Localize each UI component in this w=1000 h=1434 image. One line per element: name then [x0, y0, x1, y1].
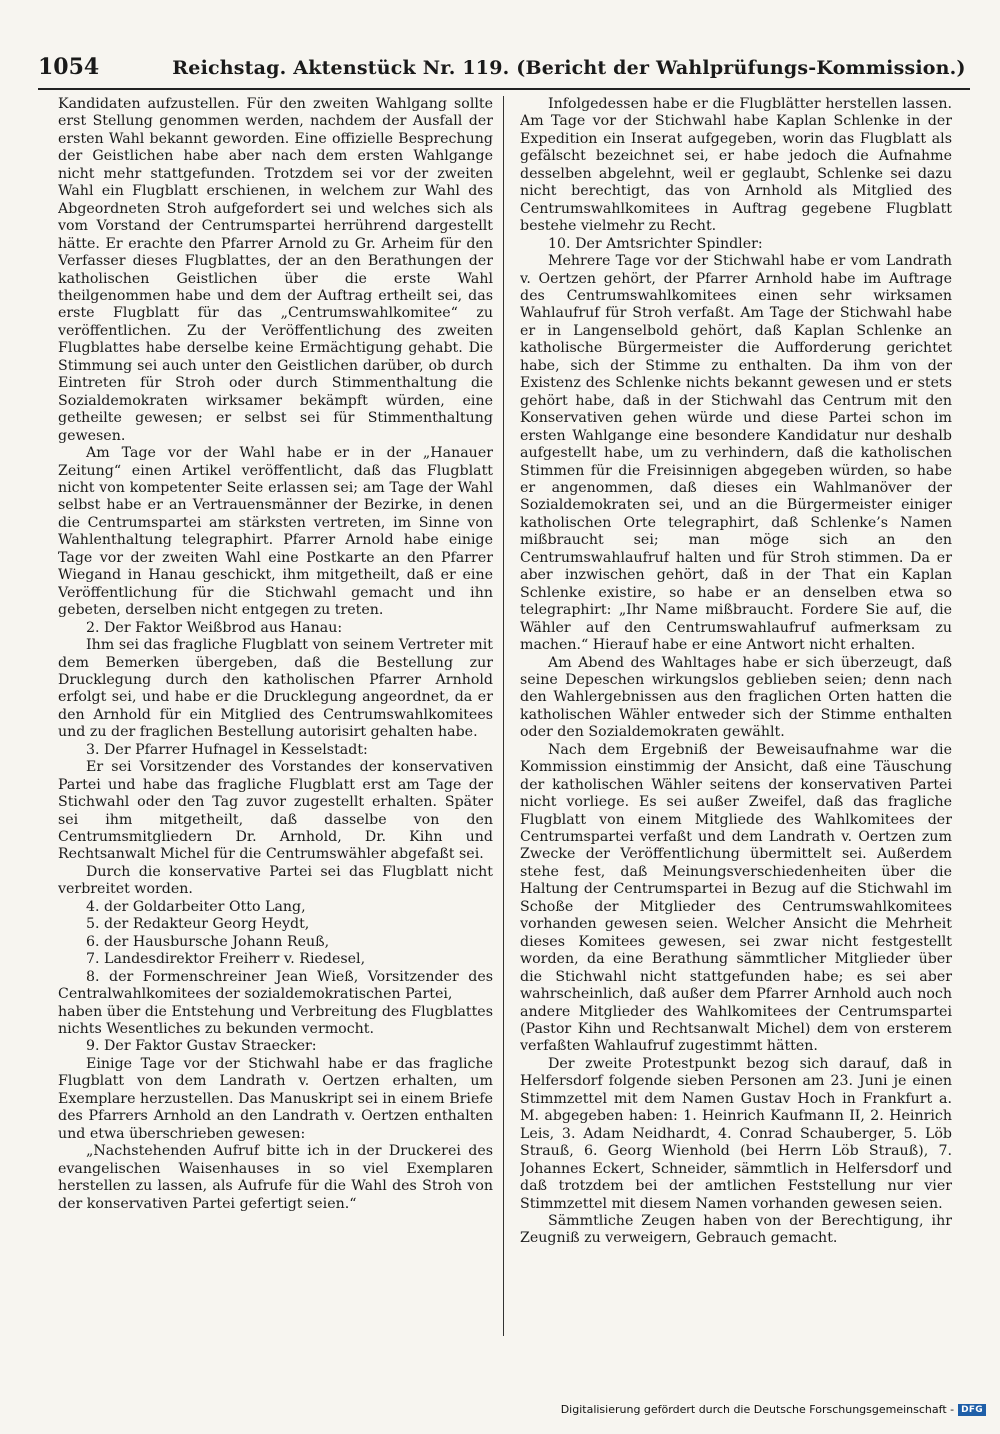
list-item: 4. der Goldarbeiter Otto Lang, — [86, 898, 306, 915]
paragraph: Nach dem Ergebniß der Beweisaufnahme war die Kommission einstimmig der Ansicht, daß eine Täuschung der katholischen Wähler seitens der konservativen Partei nicht vorliege. Es sei außer Zweifel, daß das fragliche Flugblatt von einem Mitgliede des Wahlkomitees der Centrumspartei verfaßt und dem Landrath v. Oertzen zum Zwecke der Veröffentlichung übermittelt sei. Außerdem stehe fest, daß Meinungsverschiedenheiten über die Haltung der Centrumspartei in Bezug auf die Stichwahl im Schoße der Mitglieder des Centrumswahlkomitees vorhanden gewesen seien. Welcher Ansicht die Mehrheit dieses Komitees gewesen, sei zwar nicht festgestellt worden, da eine Berathung sämmtlicher Mitglieder über die Stichwahl nicht stattgefunden habe; es sei aber wahrscheinlich, daß außer dem Pfarrer Arnhold auch noch andere Mitglieder des Wahlkomitees der Centrumspartei (Pastor Kihn und Rechtsanwalt Michel) dem von ersterem verfaßten Wahlaufruf zugestimmt hätten. — [520, 741, 952, 1055]
footer-text: Digitalisierung gefördert durch die Deutsche Forschungsgemeinschaft - — [560, 1403, 955, 1416]
paragraph: Er sei Vorsitzender des Vorstandes der konservativen Partei und habe das fragliche Flugblatt erst am Tage der Stichwahl oder den Tag zuvor zugestellt erhalten. Später sei ihm mitgetheilt, daß dasselbe von den Centrumsmitgliedern Dr. Arnhold, Dr. Kihn und Rechtsanwalt Michel für die Centrumswähler abgefaßt sei. — [58, 759, 493, 863]
witness-heading: 2. Der Faktor Weißbrod aus Hanau: — [86, 619, 343, 636]
quotation: „Nachstehenden Aufruf bitte ich in der Druckerei des evangelischen Waisenhauses in so viel Exemplaren herstellen zu lassen, als Aufrufe für die Wahl des Stroh von der konservativen Partei gefertigt seien.“ — [58, 1143, 493, 1212]
page-header — [38, 54, 970, 84]
header-rule — [38, 88, 970, 90]
witness-heading: 9. Der Faktor Gustav Straecker: — [86, 1038, 317, 1055]
paragraph: Am Abend des Wahltages habe er sich überzeugt, daß seine Depeschen wirkungslos geblieben seien; denn nach den Wahlergebnissen aus den fraglichen Orten hatten die katholischen Wähler entweder sich der Stimme enthalten oder den Sozialdemokraten gewählt. — [520, 654, 952, 741]
dfg-logo: DFG — [958, 1404, 986, 1416]
paragraph: Ihm sei das fragliche Flugblatt von seinem Vertreter mit dem Bemerken übergeben, daß die Bestellung zur Drucklegung durch den katholischen Pfarrer Arnhold erfolgt sei, und habe er die Drucklegung angeordnet, da er den Arnhold für ein Mitglied des Centrumswahlkomitees und zu der fraglichen Bestellung autorisirt gehalten habe. — [58, 637, 493, 741]
list-item: 5. der Redakteur Georg Heydt, — [86, 916, 310, 933]
paragraph: Kandidaten aufzustellen. Für den zweiten Wahlgang sollte erst Stellung genommen werden, nachdem der Ausfall der ersten Wahl bekannt geworden. Eine offizielle Besprechung der Geistlichen habe aber nach dem ersten Wahlgange nicht mehr stattgefunden. Trotzdem sei vor der zweiten Wahl ein Flugblatt erschienen, in welchem zur Wahl des Abgeordneten Stroh aufgefordert sei und welches sich als vom Vorstand der Centrumspartei herrührend dargestellt hätte. Er erachte den Pfarrer Arnold zu Gr. Arheim für den Verfasser dieses Flugblattes, der an den Berathungen der katholischen Geistlichen über die erste Wahl theilgenommen habe und dem der Auftrag ertheilt sei, das erste Flugblatt für das „Centrumswahlkomitee“ zu veröffentlichen. Zu der Veröffentlichung des zweiten Flugblattes habe derselbe keine Ermächtigung gehabt. Die Stimmung sei auch unter den Geistlichen darüber, ob durch Eintreten für Stroh oder durch Stimmenthaltung die Sozialdemokraten wirksamer bekämpft würden, eine getheilte gewesen; er selbst sei für Stimmenthaltung gewesen. — [58, 96, 493, 444]
paragraph: Einige Tage vor der Stichwahl habe er das fragliche Flugblatt von dem Landrath v. Oertzen erhalten, um Exemplare herzustellen. Das Manuskript sei in einem Briefe des Pfarrers Arnhold an den Landrath v. Oertzen enthalten und etwa überschrieben gewesen: — [58, 1055, 493, 1142]
page-number: 1054 — [38, 54, 100, 80]
right-column — [520, 96, 952, 1336]
paragraph: Sämmtliche Zeugen haben von der Berechtigung, ihr Zeugniß zu verweigern, Gebrauch gemacht. — [520, 1213, 952, 1247]
paragraph: Infolgedessen habe er die Flugblätter herstellen lassen. Am Tage vor der Stichwahl habe Kaplan Schlenke in der Expedition ein Inserat aufgegeben, worin das Flugblatt als gefälscht bezeichnet sei, er habe jedoch die Aufnahme desselben abgelehnt, weil er geglaubt, Schlenke sei dazu nicht berechtigt, das von Arnhold als Mitglied des Centrumswahlkomitees in Auftrag gegebene Flugblatt bestehe vielmehr zu Recht. — [520, 96, 952, 235]
paragraph: Der zweite Protestpunkt bezog sich darauf, daß in Helfersdorf folgende sieben Personen am 23. Juni je einen Stimmzettel mit dem Namen Gustav Hoch in Frankfurt a. M. abgegeben haben: 1. Heinrich Kaufmann II, 2. Heinrich Leis, 3. Adam Neidhardt, 4. Conrad Schauberger, 5. Löb Strauß, 6. Georg Wienhold (bei Herrn Löb Strauß), 7. Johannes Eckert, Schneider, sämmtlich in Helfersdorf und daß trotzdem bei der amtlichen Feststellung nur vier Stimmzettel mit diesem Namen vorhanden gewesen seien. — [520, 1055, 952, 1212]
paragraph: Am Tage vor der Wahl habe er in der „Hanauer Zeitung“ einen Artikel veröffentlicht, daß das Flugblatt nicht von kompetenter Seite erlassen sei; am Tage der Wahl selbst habe er an Vertrauensmänner der Bezirke, in denen die Centrumspartei am stärksten vertreten, im Sinne von Wahlenthaltung telegraphirt. Pfarrer Arnold habe einige Tage vor der zweiten Wahl eine Postkarte an den Pfarrer Wiegand in Hanau geschickt, ihm mitgetheilt, daß er eine Veröffentlichung für die Stichwahl gemacht und ihn gebeten, derselben nicht entgegen zu treten. — [58, 445, 493, 619]
paragraph: Durch die konservative Partei sei das Flugblatt nicht verbreitet worden. — [58, 863, 493, 898]
witness-heading: 3. Der Pfarrer Hufnagel in Kesselstadt: — [86, 741, 368, 758]
list-item: 6. der Hausbursche Johann Reuß, — [86, 933, 330, 950]
left-column — [58, 96, 493, 1336]
list-item: 8. der Formenschreiner Jean Wieß, Vorsitzender des Centralwahlkomitees der sozialdemokratischen Partei, — [58, 968, 493, 1003]
paragraph: haben über die Entstehung und Verbreitung des Flugblattes nichts Wesentliches zu bekunden vermocht. — [58, 1003, 493, 1038]
list-item: 7. Landesdirektor Freiherr v. Riedesel, — [86, 951, 366, 968]
running-head: Reichstag. Aktenstück Nr. 119. (Bericht der Wahlprüfungs-Kommission.) — [172, 57, 966, 79]
witness-heading: 10. Der Amtsrichter Spindler: — [548, 235, 763, 252]
paragraph: Mehrere Tage vor der Stichwahl habe er vom Landrath v. Oertzen gehört, der Pfarrer Arnhold habe im Auftrage des Centrumswahlkomitees einen sehr wirksamen Wahlaufruf für Stroh verfaßt. Am Tage der Stichwahl habe er in Langenselbold gehört, daß Kaplan Schlenke an katholische Bürgermeister die Aufforderung gerichtet habe, sich der Stimme zu enthalten. Da ihm von der Existenz des Schlenke nichts bekannt gewesen und er stets gehört habe, daß in der Stichwahl das Centrum mit den Konservativen gehen würde und diese Partei schon im ersten Wahlgange eine besondere Kandidatur nur deshalb aufgestellt habe, um zu verhindern, daß die katholischen Stimmen für die Freisinnigen abgegeben würden, so habe er angenommen, daß dieses ein Wahlmanöver der Sozialdemokraten sei, und an die Bürgermeister einiger katholischen Orte telegraphirt, daß Schlenke’s Namen mißbraucht sei; man möge sich an den Centrumswahlaufruf halten und für Stroh stimmen. Da er aber inzwischen gehört, daß in der That ein Kaplan Schlenke existire, so habe er an denselben etwa so telegraphirt: „Ihr Name mißbraucht. Fordere Sie auf, die Wähler auf den Centrumswahlaufruf aufmerksam zu machen.“ Hierauf habe er eine Antwort nicht erhalten. — [520, 253, 952, 654]
column-divider — [503, 96, 504, 1336]
digitization-footer — [561, 1403, 986, 1416]
